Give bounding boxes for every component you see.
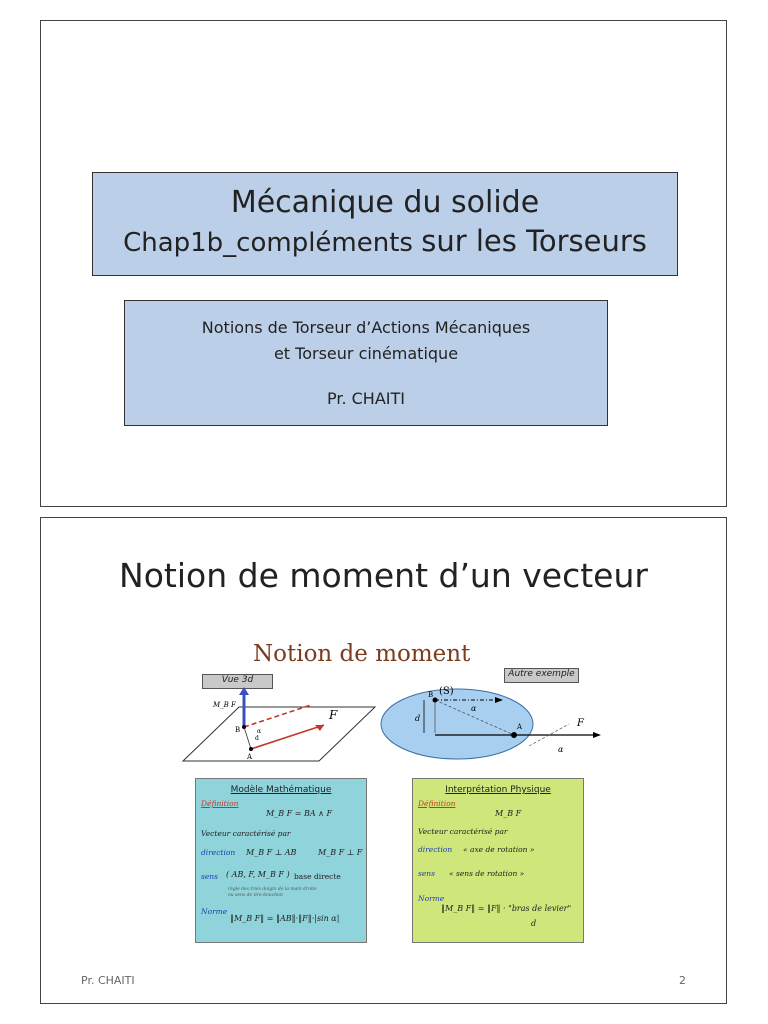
label-a: A: [247, 753, 253, 761]
direction-eq-1: M_B F ⊥ AB: [246, 848, 297, 857]
definition-label: Définition: [418, 799, 456, 808]
sens-label: sens: [201, 872, 218, 881]
definition-equation: M_B F = BA ∧ F: [266, 809, 333, 818]
title-box: [92, 172, 678, 276]
slide-moment: [40, 517, 727, 1004]
direction-label: direction: [418, 845, 453, 854]
base-directe: base directe: [294, 872, 341, 881]
slide-title-main: Mécanique du solide: [230, 185, 540, 220]
label-b: B: [235, 726, 241, 734]
norme-equation: ‖M_B F‖ = ‖F‖ · "bras de levier": [441, 904, 572, 913]
tag-3d-view: Vue 3d: [202, 674, 273, 689]
card-header: Interprétation Physique: [445, 785, 551, 795]
notes-line-2: et Torseur cinématique: [273, 344, 459, 363]
label-f-2: F: [577, 718, 584, 729]
label-alpha-3: α: [558, 745, 564, 754]
card-mathematical-model: [195, 778, 367, 943]
slide-title: [40, 20, 727, 507]
slide-title: Notion de moment d’un vecteur: [119, 556, 648, 595]
notes-box: [124, 300, 608, 426]
label-d-2: d: [415, 714, 421, 723]
subtitle-suffix: sur les Torseurs: [421, 224, 647, 258]
norme-d: d: [531, 919, 537, 928]
small-note-2: ou sens de tire-bouchon: [228, 893, 283, 898]
subtitle-prefix: Chap1b_compléments: [123, 228, 413, 258]
label-alpha-2: α: [471, 704, 477, 713]
notes-line-1: Notions de Torseur d’Actions Mécaniques: [201, 318, 531, 337]
direction-eq-2: M_B F ⊥ F: [318, 848, 363, 857]
label-f: F: [329, 708, 338, 722]
small-note-1: règle des trois doigts de la main droite: [228, 887, 317, 892]
page-number: 2: [679, 974, 686, 987]
sens-label: sens: [418, 869, 435, 878]
label-b-2: B: [428, 691, 434, 699]
diagram-other-example: [379, 678, 609, 773]
author: Pr. CHAITI: [326, 389, 405, 408]
figure-title: Notion de moment: [253, 641, 471, 667]
card-header: Modèle Mathématique: [230, 785, 332, 795]
vector-text: Vecteur caractérisé par: [201, 829, 291, 838]
footer-author: Pr. CHAITI: [81, 974, 135, 987]
label-alpha: α: [257, 728, 262, 735]
tag-other-example: Autre exemple: [504, 668, 579, 683]
vector-text: Vecteur caractérisé par: [418, 827, 508, 836]
norme-label: Norme: [418, 894, 445, 903]
sens-text: « sens de rotation »: [449, 869, 525, 878]
sens-equation: ( AB, F, M_B F ): [226, 870, 290, 879]
label-mbf: M_B F: [213, 701, 236, 709]
norme-equation: ‖M_B F‖ = ‖AB‖·‖F‖·|sin α|: [230, 914, 340, 923]
label-d: d: [255, 735, 259, 742]
definition-equation: M_B F: [495, 809, 522, 818]
direction-label: direction: [201, 848, 236, 857]
norme-label: Norme: [201, 907, 228, 916]
diagram-3d-view: [179, 683, 379, 768]
label-s: (S): [439, 686, 454, 697]
card-physical-interpretation: [412, 778, 584, 943]
label-a-2: A: [517, 723, 523, 731]
slide-subtitle: [93, 223, 677, 261]
direction-text: « axe de rotation »: [463, 845, 535, 854]
definition-label: Définition: [201, 799, 239, 808]
